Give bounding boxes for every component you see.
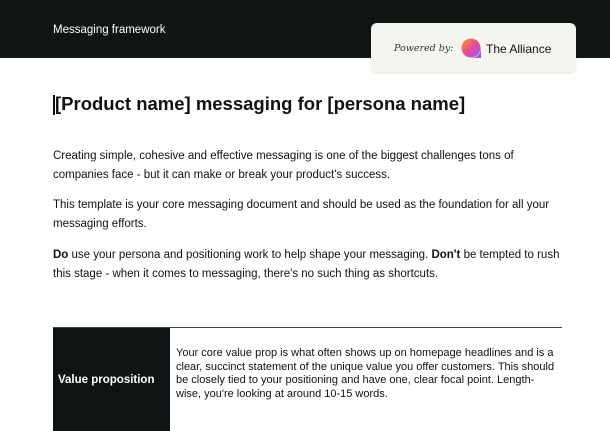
alliance-logo-icon bbox=[460, 37, 482, 59]
intro-paragraph[interactable]: Creating simple, cohesive and effective messaging is one of the biggest challenges tons of companies face - but it can make or break your product's success. bbox=[53, 150, 514, 181]
page-title[interactable]: [Product name] messaging for [persona name] bbox=[55, 93, 466, 114]
template-paragraph[interactable]: This template is your core messaging document and should be used as the foundation for all your messaging efforts. bbox=[53, 199, 550, 230]
dont-label: Don't bbox=[431, 249, 461, 261]
do-text: use your persona and positioning work to help shape your messaging. bbox=[68, 249, 432, 261]
value-proposition-description[interactable]: Your core value prop is what often shows up on homepage headlines and is a clear, succinct statement of the unique value you offer customers. This should be closely tied to your positioning and have one, clear focal point. Length-wise, you're looking at around 10-15 words. bbox=[176, 347, 555, 400]
brand-name: The Alliance bbox=[486, 42, 552, 56]
do-label: Do bbox=[53, 249, 69, 261]
guidance-paragraph[interactable] bbox=[53, 246, 563, 284]
dont-text: be tempted to rush this stage - when it comes to messaging, there's no such thing as shortcuts. bbox=[53, 249, 560, 280]
powered-by-badge[interactable] bbox=[371, 23, 576, 72]
powered-by-label: Powered by: bbox=[394, 43, 454, 54]
document-type-label: Messaging framework bbox=[53, 24, 166, 36]
value-proposition-header-cell bbox=[53, 328, 170, 431]
value-proposition-label: Value proposition bbox=[58, 374, 155, 386]
